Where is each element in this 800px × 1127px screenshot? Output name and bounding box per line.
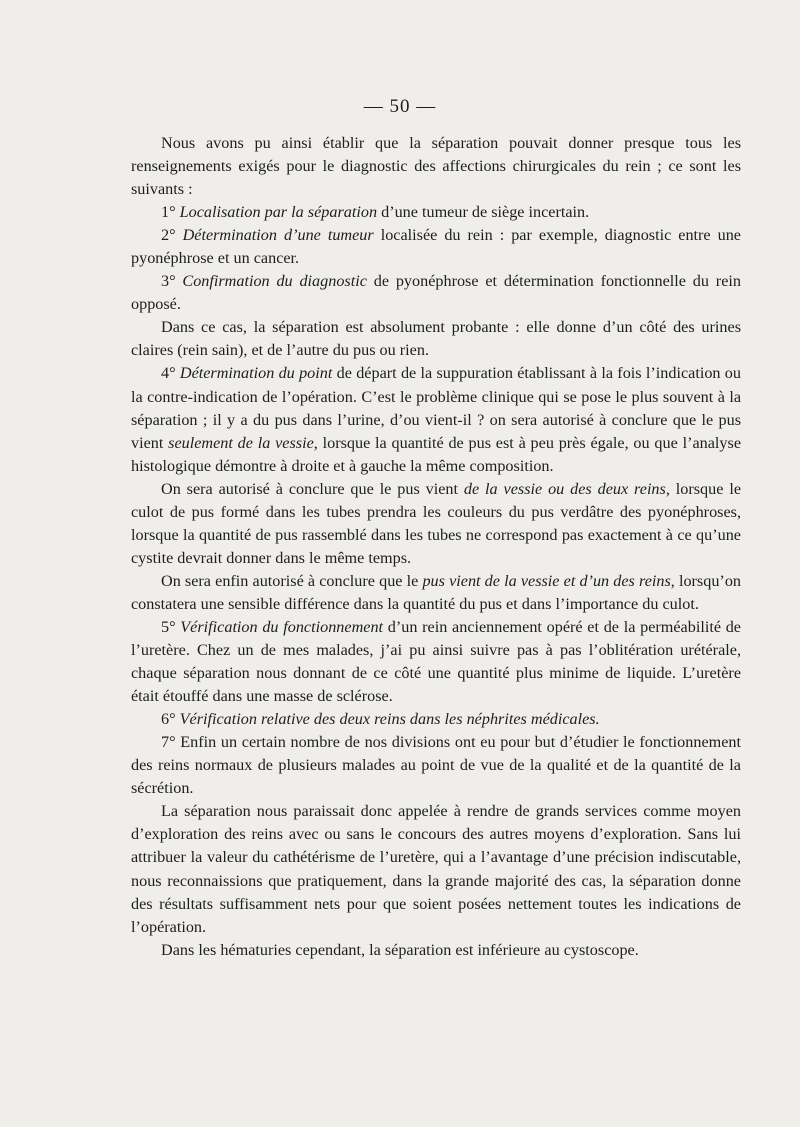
text-run: d’une tumeur de siège incertain. — [377, 203, 590, 222]
text-run: localisée du rein : par exemple, diagnostic entre une pyonéphrose et un cancer. — [131, 226, 741, 268]
italic-run: Localisation par la séparation — [179, 203, 378, 222]
text-run: , lorsqu’on constatera une sensible différence dans la quantité du pus et dans l’importance du culot. — [131, 571, 742, 613]
text-run: , lorsque le culot de pus formé dans les tubes prendra les couleurs du pus verdâtre des pyonéphroses, lorsque la quantité de pus rassemblé dans les tubes ne correspond pas exactement à ce qu’une cystite devrait donner dans le même temps. — [131, 479, 742, 567]
text-run: 6° — [161, 710, 180, 729]
text-run: de pyonéphrose et détermination fonctionnelle du rein opposé. — [131, 272, 741, 314]
text-run: On sera autorisé à conclure que le pus vient — [161, 479, 464, 498]
paragraph — [131, 270, 741, 316]
paragraph — [131, 362, 741, 477]
italic-run: seulement de la vessie — [168, 433, 314, 452]
paragraph — [131, 731, 741, 800]
paragraph — [131, 478, 741, 570]
text-run: de départ de la suppuration établissant à la fois l’indication ou la contre-indication de l’opération. C’est le problème clinique qui se pose le plus souvent à la séparation ; il y a du pus dans l’urine, d’ou vient-il ? on sera autorisé à conclure que le pus vient — [131, 364, 741, 452]
paragraph — [131, 224, 741, 270]
paragraph — [131, 570, 741, 616]
paragraph — [131, 939, 741, 962]
paragraph — [131, 201, 741, 224]
paragraph — [131, 616, 741, 708]
italic-run: Vérification relative des deux reins dans les néphrites médicales. — [179, 710, 600, 729]
text-run: On sera enfin autorisé à conclure que le — [161, 571, 423, 590]
italic-run: Vérification du fonctionnement — [180, 617, 384, 636]
text-run: 1° — [161, 203, 180, 222]
paragraph — [131, 708, 741, 731]
text-run: 5° — [161, 617, 181, 636]
text-run: 4° — [161, 364, 180, 383]
italic-run: de la vessie ou des deux reins — [463, 479, 666, 498]
text-run: Nous avons pu ainsi établir que la séparation pouvait donner presque tous les renseignements exigés pour le diagnostic des affections chirurgicales du rein ; ce sont les suivants : — [131, 134, 741, 199]
italic-run: pus vient de la vessie et d’un des reins — [422, 571, 671, 590]
italic-run: Détermination du point — [179, 364, 333, 383]
text-run: 3° — [161, 272, 183, 291]
paragraph — [131, 800, 741, 938]
text-run: d’un rein anciennement opéré et de la perméabilité de l’uretère. Chez un de mes malades, j’ai pu ainsi suivre pas à pas l’oblitération urétérale, chaque séparation nous donnant de ce côté une quantité plus minime de liquide. L’uretère était étouffé dans une masse de sclérose. — [131, 617, 741, 706]
text-run: Dans ce cas, la séparation est absolument probante : elle donne d’un côté des urines claires (rein sain), et de l’autre du pus ou rien. — [131, 318, 741, 360]
paragraph — [131, 316, 741, 362]
text-run: Dans les hématuries cependant, la séparation est inférieure au cystoscope. — [161, 940, 639, 959]
paragraph — [131, 132, 741, 201]
text-run: 2° — [161, 226, 183, 245]
italic-run: Détermination d’une tumeur — [182, 226, 374, 245]
body-text — [131, 132, 741, 962]
text-run: 7° Enfin un certain nombre de nos divisions ont eu pour but d’étudier le fonctionnement des reins normaux de plusieurs malades au point de vue de la qualité et de la quantité de la sécrétion. — [131, 733, 741, 798]
page-number: — 50 — — [363, 96, 437, 117]
text-run: La séparation nous paraissait donc appelée à rendre de grands services comme moyen d’exploration des reins avec ou sans le concours des autres moyens d’exploration. Sans lui attribuer la valeur du cathétérisme de l’uretère, qui a l’avantage d’une précision indiscutable, nous reconnaissions que pratiquement, dans la grande majorité des cas, la séparation donne des résultats suffisamment nets pour que soient posées nettement toutes les indications de l’opération. — [131, 802, 741, 936]
text-run: , lorsque la quantité de pus est à peu près égale, ou que l’analyse histologique démontre à droite et à gauche la même composition. — [131, 433, 741, 475]
italic-run: Confirmation du diagnostic — [182, 272, 367, 291]
